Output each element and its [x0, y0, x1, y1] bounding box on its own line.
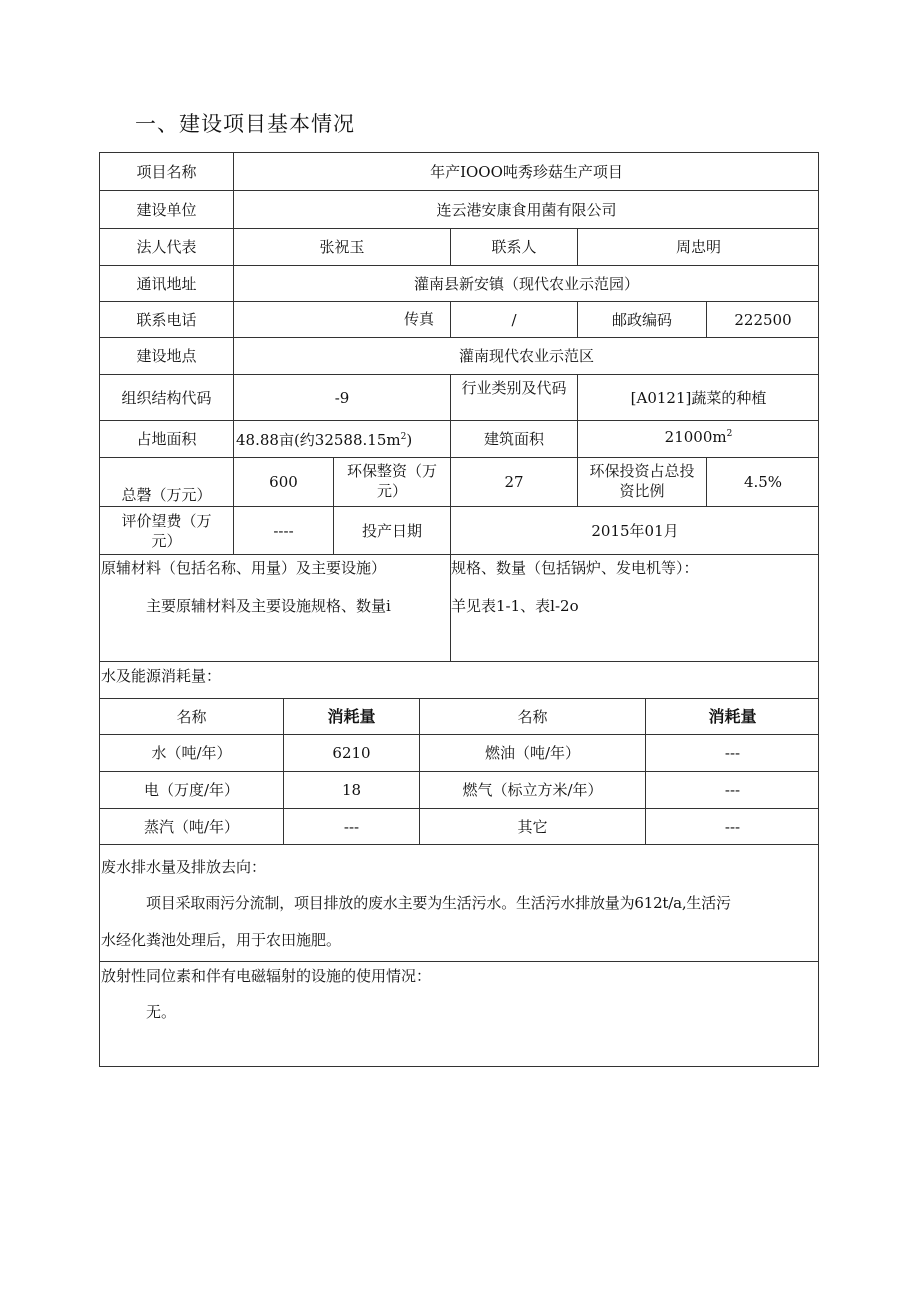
- section-title: 一、建设项目基本情况: [135, 112, 355, 136]
- address-label: 通讯地址: [100, 265, 233, 301]
- project-info-table: [99, 152, 819, 1067]
- energy-col-amount-right: 消耗量: [645, 698, 819, 734]
- org-code-value: -9: [233, 374, 450, 420]
- org-code-label: 组织结构代码: [100, 374, 233, 420]
- energy-value-left: 6210: [283, 734, 419, 771]
- env-ratio-value: 4.5%: [706, 457, 819, 506]
- energy-col-name-left: 名称: [100, 698, 283, 734]
- unit-label: 建设单位: [100, 190, 233, 228]
- fax-label: 传真: [403, 310, 434, 328]
- energy-value-right: ---: [645, 771, 819, 808]
- total-invest-value: 600: [233, 457, 333, 506]
- wastewater-section: [100, 844, 819, 961]
- energy-col-name-right: 名称: [419, 698, 645, 734]
- energy-name-left: 蒸汽（吨/年）: [100, 808, 283, 844]
- contact-label: 联系人: [450, 228, 577, 265]
- materials-right: [450, 554, 819, 661]
- land-area-value: 48.88亩(约$32588.15m^2$): [233, 420, 450, 457]
- energy-name-right: 其它: [419, 808, 645, 844]
- project-name-label: 项目名称: [136, 162, 197, 181]
- eval-fee-value: ----: [233, 506, 333, 554]
- materials-left: [100, 554, 450, 661]
- industry-value: [A0121]蔬菜的种植: [577, 374, 819, 420]
- total-invest-label: 总磬（万元）: [100, 457, 233, 506]
- project-name-value: 年产IOOO吨秀珍菇生产项目: [233, 153, 819, 190]
- materials-heading-right: 规格、数量（包括锅炉、发电机等）：: [451, 559, 699, 577]
- materials-text-right: 羊见表1-1、表l-2o: [451, 597, 579, 615]
- wastewater-heading: 废水排水量及排放去向：: [101, 858, 267, 876]
- env-ratio-label: 环保投资占总投 资比例: [577, 457, 706, 506]
- postcode-value: 222500: [706, 301, 819, 337]
- radiation-section: [100, 961, 819, 1066]
- materials-heading-left: 原辅材料（包括名称、用量）及主要设施）: [101, 559, 387, 577]
- wastewater-line-1: 项目采取雨污分流制，项目排放的废水主要为生活污水。生活污水排放量为612t∕a,生活污: [146, 894, 731, 912]
- start-date-value: 2015年01月: [450, 506, 819, 554]
- phone-cell: [233, 301, 450, 337]
- address-value: 灌南县新安镇（现代农业示范园）: [233, 265, 819, 301]
- postcode-label: 邮政编码: [577, 301, 706, 337]
- energy-value-left: ---: [283, 808, 419, 844]
- radiation-text: 无。: [146, 1003, 177, 1021]
- energy-name-right: 燃油（吨/年）: [419, 734, 645, 771]
- energy-name-left: 水（吨/年）: [100, 734, 283, 771]
- energy-heading: 水及能源消耗量：: [100, 661, 819, 698]
- unit-value: 连云港安康食用菌有限公司: [233, 190, 819, 228]
- legal-rep-value: 张祝玉: [233, 228, 450, 265]
- energy-value-right: ---: [645, 808, 819, 844]
- energy-name-left: 电（万度/年）: [100, 771, 283, 808]
- building-area-label: 建筑面积: [450, 420, 577, 457]
- env-invest-value: 27: [450, 457, 577, 506]
- energy-value-right: ---: [645, 734, 819, 771]
- site-value: 灌南现代农业示范区: [233, 337, 819, 374]
- materials-text-left: 主要原辅材料及主要设施规格、数量i: [146, 597, 391, 615]
- building-area-value: $21000m^2$: [577, 420, 819, 457]
- eval-fee-label: 评价望费（万 元）: [100, 506, 233, 554]
- site-label: 建设地点: [100, 337, 233, 374]
- start-date-label: 投产日期: [333, 506, 450, 554]
- wastewater-line-2: 水经化粪池处理后，用于农田施肥。: [101, 931, 342, 949]
- contact-value: 周忠明: [577, 228, 819, 265]
- phone-label: 联系电话: [100, 301, 233, 337]
- energy-name-right: 燃气（标立方米/年）: [419, 771, 645, 808]
- energy-value-left: 18: [283, 771, 419, 808]
- energy-col-amount-left: 消耗量: [283, 698, 419, 734]
- radiation-heading: 放射性同位素和伴有电磁辐射的设施的使用情况：: [101, 967, 432, 985]
- env-invest-label: 环保整资（万 元）: [333, 457, 450, 506]
- fax-value: /: [450, 301, 577, 337]
- legal-rep-label: 法人代表: [100, 228, 233, 265]
- industry-label: 行业类别及代码: [450, 374, 577, 420]
- land-area-label: 占地面积: [100, 420, 233, 457]
